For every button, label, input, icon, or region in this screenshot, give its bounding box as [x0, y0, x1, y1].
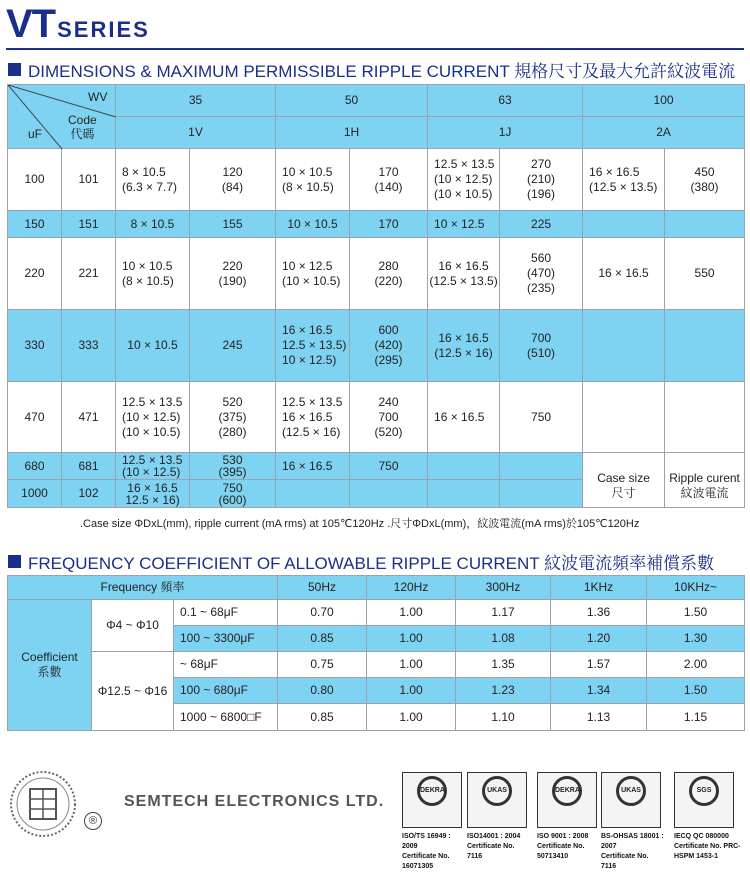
table-row [8, 149, 745, 211]
freq-header: 50Hz [278, 576, 367, 600]
coef-value: 1.50 [647, 678, 745, 704]
case-size-cell: 12.5 × 13.5 (10 × 12.5) (10 × 10.5) [116, 382, 190, 453]
coefficient-label: Coefficient 系數 [8, 600, 92, 731]
cert-badge-5 [674, 772, 734, 828]
section-square-icon [8, 555, 21, 568]
capacitance-range: 0.1 ~ 68μF [174, 600, 278, 626]
case-size-cell: 10 × 10.5 (8 × 10.5) [276, 149, 350, 211]
frequency-label: Frequency 頻率 [8, 576, 278, 600]
company-name: SEMTECH ELECTRONICS LTD. [124, 793, 385, 810]
coef-value: 0.80 [278, 678, 367, 704]
coef-value: 1.50 [647, 600, 745, 626]
ripple-cell: 270 (210) (196) [500, 149, 583, 211]
ripple-cell: 220 (190) [190, 238, 276, 310]
case-size-cell [583, 211, 665, 238]
coef-value: 0.85 [278, 626, 367, 652]
code-cell: 101 [62, 149, 116, 211]
ripple-cell: 450 (380) [665, 149, 745, 211]
ripple-cell: 170 [350, 211, 428, 238]
uf-cell: 100 [8, 149, 62, 211]
freq-header: 120Hz [367, 576, 456, 600]
capacitance-range: 100 ~ 3300μF [174, 626, 278, 652]
section1-heading [8, 57, 735, 82]
case-size-cell: 8 × 10.5 (6.3 × 7.7) [116, 149, 190, 211]
case-size-cell: 10 × 10.5 [116, 310, 190, 382]
coef-value: 0.75 [278, 652, 367, 678]
code-cell: 102 [62, 480, 116, 508]
case-size-cell [428, 453, 500, 480]
section2-title: FREQUENCY COEFFICIENT OF ALLOWABLE RIPPLE CURRENT 紋波電流頻率補償系數 [28, 554, 715, 573]
ukas-logo-icon: UKAS [482, 776, 512, 806]
dekra-logo-icon: DEKRA [417, 776, 447, 806]
cert-caption: ISO14001 : 2004 Certificate No. 7116 [467, 833, 521, 860]
ripple-cell: 750 (600) [190, 480, 276, 508]
legend-case-size: Case size 尺寸 [583, 453, 665, 508]
ripple-cell [665, 310, 745, 382]
diameter-cell: Φ4 ~ Φ10 [92, 600, 174, 652]
code-cell: 471 [62, 382, 116, 453]
coef-value: 1.57 [551, 652, 647, 678]
table-row [8, 600, 745, 626]
ripple-cell: 600 (420) (295) [350, 310, 428, 382]
ripple-cell: 750 [350, 453, 428, 480]
freq-header: 1KHz [551, 576, 647, 600]
voltage-63: 63 [428, 85, 583, 117]
frequency-table [7, 575, 745, 731]
case-size-cell: 16 × 16.5 (12.5 × 13.5) [428, 238, 500, 310]
uf-cell: 220 [8, 238, 62, 310]
case-size-cell: 16 × 16.5 12.5 × 13.5) 10 × 12.5) [276, 310, 350, 382]
cert-caption: BS-OHSAS 18001 : 2007 Certificate No. 7116 [601, 833, 664, 870]
coef-value: 1.30 [647, 626, 745, 652]
ripple-cell [500, 453, 583, 480]
ripple-cell: 155 [190, 211, 276, 238]
table-row [8, 652, 745, 678]
code-cell: 221 [62, 238, 116, 310]
uf-cell: 150 [8, 211, 62, 238]
coef-value: 0.70 [278, 600, 367, 626]
case-size-cell: 10 × 10.5 (8 × 10.5) [116, 238, 190, 310]
ripple-cell [350, 480, 428, 508]
uf-cell: 680 [8, 453, 62, 480]
capacitance-range: 1000 ~ 6800□F [174, 704, 278, 731]
case-size-cell: 16 × 16.5 [583, 238, 665, 310]
semtech-logo-icon [8, 769, 78, 839]
ripple-cell: 530 (395) [190, 453, 276, 480]
freq-header: 300Hz [456, 576, 551, 600]
cert-caption: ISO 9001 : 2008 Certificate No. 50713410 [537, 833, 589, 860]
coef-value: 1.23 [456, 678, 551, 704]
ripple-cell: 240 700 (520) [350, 382, 428, 453]
coef-value: 1.08 [456, 626, 551, 652]
ripple-cell: 225 [500, 211, 583, 238]
case-size-cell [276, 480, 350, 508]
capacitance-range: 100 ~ 680μF [174, 678, 278, 704]
ripple-cell: 520 (375) (280) [190, 382, 276, 453]
ripple-cell [500, 480, 583, 508]
coef-value: 1.17 [456, 600, 551, 626]
case-size-cell: 16 × 16.5 [276, 453, 350, 480]
code-2a: 2A [583, 117, 745, 149]
ripple-cell: 750 [500, 382, 583, 453]
registered-mark: ® [84, 812, 102, 830]
coef-value: 0.85 [278, 704, 367, 731]
header-rule [6, 48, 744, 50]
case-size-cell [583, 382, 665, 453]
case-size-cell [583, 310, 665, 382]
table-note: .Case size ΦDxL(mm), ripple current (mA rms) at 105℃120Hz .尺寸ΦDxL(mm)，紋波電流(mA rms)於105℃120Hz [80, 518, 640, 530]
case-size-cell: 12.5 × 13.5 (10 × 12.5) (10 × 10.5) [428, 149, 500, 211]
ripple-cell [665, 211, 745, 238]
coef-value: 1.00 [367, 600, 456, 626]
voltage-100: 100 [583, 85, 745, 117]
ripple-cell: 550 [665, 238, 745, 310]
table-row [8, 211, 745, 238]
code-label: Code 代碼 [68, 113, 97, 141]
cert-badge-4 [601, 772, 661, 828]
legend-ripple-current: Ripple curent 紋波電流 [665, 453, 745, 508]
case-size-cell: 12.5 × 13.5 (10 × 12.5) [116, 453, 190, 480]
cert-badge-2 [467, 772, 527, 828]
section-square-icon [8, 63, 21, 76]
coef-value: 1.15 [647, 704, 745, 731]
voltage-50: 50 [276, 85, 428, 117]
sgs-logo-icon: SGS [689, 776, 719, 806]
coef-value: 1.13 [551, 704, 647, 731]
case-size-cell: 16 × 16.5 (12.5 × 16) [428, 310, 500, 382]
uf-cell: 470 [8, 382, 62, 453]
cert-badge-1 [402, 772, 462, 828]
series-title-series: SERIES [57, 17, 150, 42]
code-cell: 333 [62, 310, 116, 382]
uf-cell: 330 [8, 310, 62, 382]
uf-cell: 1000 [8, 480, 62, 508]
case-size-cell: 8 × 10.5 [116, 211, 190, 238]
case-size-cell: 16 × 16.5 (12.5 × 13.5) [583, 149, 665, 211]
case-size-cell: 16 × 16.5 [428, 382, 500, 453]
ripple-cell: 280 (220) [350, 238, 428, 310]
coef-value: 1.00 [367, 652, 456, 678]
ripple-cell: 120 (84) [190, 149, 276, 211]
ripple-cell: 170 (140) [350, 149, 428, 211]
case-size-cell: 10 × 12.5 (10 × 10.5) [276, 238, 350, 310]
coef-value: 1.35 [456, 652, 551, 678]
coef-value: 1.36 [551, 600, 647, 626]
freq-header: 10KHz~ [647, 576, 745, 600]
table-row [8, 453, 745, 480]
code-cell: 681 [62, 453, 116, 480]
capacitance-range: ~ 68μF [174, 652, 278, 678]
ripple-cell: 245 [190, 310, 276, 382]
table-row [8, 310, 745, 382]
coef-value: 1.34 [551, 678, 647, 704]
coef-value: 1.00 [367, 626, 456, 652]
coef-value: 1.20 [551, 626, 647, 652]
coef-value: 1.00 [367, 678, 456, 704]
table-row [8, 382, 745, 453]
case-size-cell: 10 × 10.5 [276, 211, 350, 238]
dekra-logo-icon: DEKRA [552, 776, 582, 806]
case-size-cell [428, 480, 500, 508]
diameter-cell: Φ12.5 ~ Φ16 [92, 652, 174, 731]
code-1j: 1J [428, 117, 583, 149]
table-row [8, 238, 745, 310]
header-diagonal-cell [8, 85, 116, 149]
ripple-cell [665, 382, 745, 453]
coef-value: 2.00 [647, 652, 745, 678]
series-title-vt: VT [6, 2, 56, 46]
cert-caption: IECQ QC 080000 Certificate No. PRC-HSPM 1453-1 [674, 833, 741, 860]
code-cell: 151 [62, 211, 116, 238]
case-size-cell: 10 × 12.5 [428, 211, 500, 238]
case-size-cell: 12.5 × 13.5 16 × 16.5 (12.5 × 16) [276, 382, 350, 453]
coef-value: 1.10 [456, 704, 551, 731]
dimensions-table [7, 84, 745, 508]
code-1h: 1H [276, 117, 428, 149]
section2-heading [8, 549, 714, 574]
series-title [6, 2, 150, 47]
coef-value: 1.00 [367, 704, 456, 731]
code-1v: 1V [116, 117, 276, 149]
ripple-cell: 700 (510) [500, 310, 583, 382]
cert-caption: ISO/TS 16949 : 2009 Certificate No. 16071305 [402, 833, 451, 870]
wv-label: WV [88, 90, 108, 104]
case-size-cell: 16 × 16.5 12.5 × 16) [116, 480, 190, 508]
section1-title: DIMENSIONS & MAXIMUM PERMISSIBLE RIPPLE CURRENT 規格尺寸及最大允許紋波電流 [28, 62, 736, 81]
ukas-logo-icon: UKAS [616, 776, 646, 806]
voltage-35: 35 [116, 85, 276, 117]
cert-badge-3 [537, 772, 597, 828]
uf-label: uF [28, 127, 43, 141]
ripple-cell: 560 (470) (235) [500, 238, 583, 310]
